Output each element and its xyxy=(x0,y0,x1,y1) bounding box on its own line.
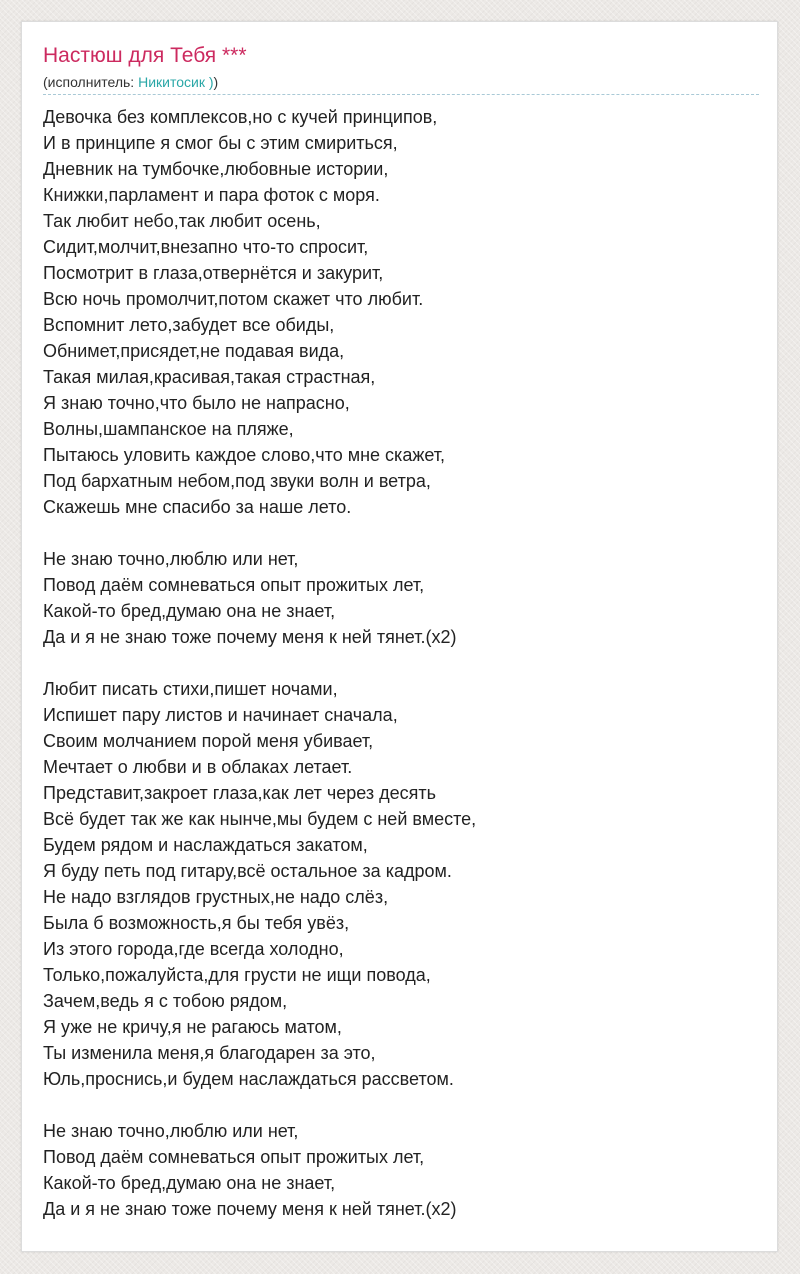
lyric-line: Мечтает о любви и в облаках летает. xyxy=(43,757,353,777)
lyric-line: Да и я не знаю тоже почему меня к ней тянет.(x2) xyxy=(43,627,457,647)
lyric-line: Девочка без комплексов,но с кучей принципов, xyxy=(43,107,438,127)
lyric-line: Скажешь мне спасибо за наше лето. xyxy=(43,497,352,517)
lyrics-text xyxy=(43,104,759,1222)
lyric-line: Всё будет так же как нынче,мы будем с ней вместе, xyxy=(43,809,477,829)
lyric-line: Испишет пару листов и начинает сначала, xyxy=(43,705,398,725)
lyric-line xyxy=(43,650,759,676)
lyric-line: Своим молчанием порой меня убивает, xyxy=(43,731,374,751)
lyric-line: Зачем,ведь я с тобою рядом, xyxy=(43,991,288,1011)
lyric-line: И в принципе я смог бы с этим смириться, xyxy=(43,133,398,153)
lyrics-card xyxy=(21,21,778,1252)
lyric-line: Любит писать стихи,пишет ночами, xyxy=(43,679,338,699)
lyric-line xyxy=(43,1092,759,1118)
artist-line xyxy=(43,72,218,92)
lyric-line: Будем рядом и наслаждаться закатом, xyxy=(43,835,368,855)
lyric-line: Была б возможность,я бы тебя увёз, xyxy=(43,913,350,933)
lyric-line: Не знаю точно,люблю или нет, xyxy=(43,549,299,569)
lyric-line: Какой-то бред,думаю она не знает, xyxy=(43,1173,336,1193)
lyric-line: Я знаю точно,что было не напрасно, xyxy=(43,393,350,413)
lyric-line: Волны,шампанское на пляже, xyxy=(43,419,294,439)
lyric-line: Так любит небо,так любит осень, xyxy=(43,211,321,231)
lyric-line: Я буду петь под гитару,всё остальное за кадром. xyxy=(43,861,452,881)
artist-prefix: (исполнитель: xyxy=(43,74,139,90)
lyric-line: Представит,закроет глаза,как лет через десять xyxy=(43,783,437,803)
lyric-line: Пытаюсь уловить каждое слово,что мне скажет, xyxy=(43,445,446,465)
lyric-line: Не знаю точно,люблю или нет, xyxy=(43,1121,299,1141)
lyric-line: Дневник на тумбочке,любовные истории, xyxy=(43,159,389,179)
lyric-line: Обнимет,присядет,не подавая вида, xyxy=(43,341,345,361)
lyric-line: Я уже не кричу,я не рагаюсь матом, xyxy=(43,1017,342,1037)
lyric-line: Повод даём сомневаться опыт прожитых лет, xyxy=(43,575,425,595)
lyric-line: Посмотрит в глаза,отвернётся и закурит, xyxy=(43,263,384,283)
lyric-line: Не надо взглядов грустных,не надо слёз, xyxy=(43,887,389,907)
lyric-line: Ты изменила меня,я благодарен за это, xyxy=(43,1043,376,1063)
lyric-line: Из этого города,где всегда холодно, xyxy=(43,939,344,959)
lyric-line xyxy=(43,520,759,546)
lyric-line: Сидит,молчит,внезапно что-то спросит, xyxy=(43,237,369,257)
lyric-line: Всю ночь промолчит,потом скажет что любит. xyxy=(43,289,424,309)
lyric-line: Повод даём сомневаться опыт прожитых лет, xyxy=(43,1147,425,1167)
lyric-line: Юль,проснись,и будем наслаждаться рассветом. xyxy=(43,1069,454,1089)
lyric-line: Под бархатным небом,под звуки волн и ветра, xyxy=(43,471,431,491)
lyric-line: Книжки,парламент и пара фоток с моря. xyxy=(43,185,380,205)
lyric-line: Да и я не знаю тоже почему меня к ней тянет.(x2) xyxy=(43,1199,457,1219)
artist-link[interactable]: Никитосик ) xyxy=(138,74,214,90)
lyric-line: Вспомнит лето,забудет все обиды, xyxy=(43,315,335,335)
title-divider xyxy=(43,94,759,95)
song-title: Настюш для Тебя *** xyxy=(43,44,247,67)
lyric-line: Такая милая,красивая,такая страстная, xyxy=(43,367,376,387)
artist-suffix: ) xyxy=(213,74,219,90)
lyric-line: Какой-то бред,думаю она не знает, xyxy=(43,601,336,621)
lyric-line: Только,пожалуйста,для грусти не ищи повода, xyxy=(43,965,431,985)
